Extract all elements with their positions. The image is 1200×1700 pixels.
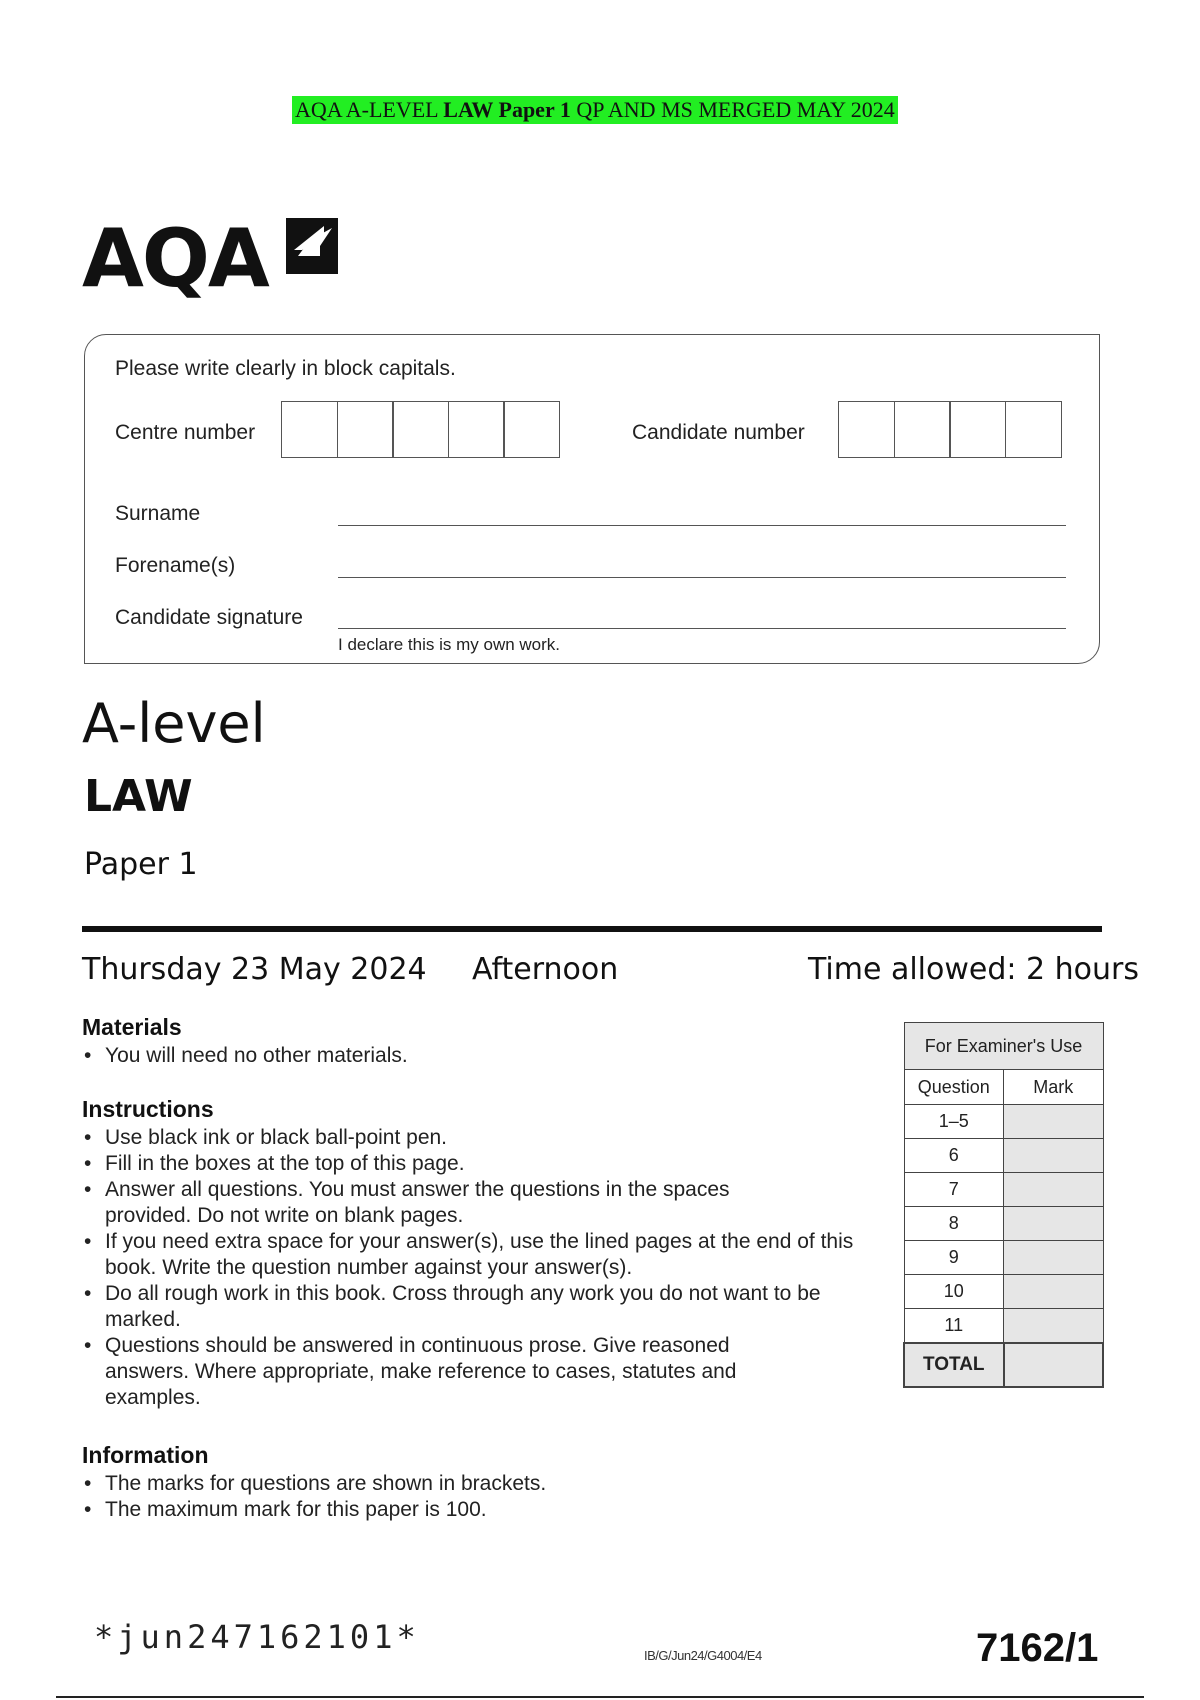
total-label: TOTAL <box>904 1343 1004 1387</box>
banner-part1: AQA A-LEVEL <box>295 97 444 122</box>
paper-code: 7162/1 <box>976 1626 1099 1670</box>
surname-label: Surname <box>115 502 201 525</box>
signature-label: Candidate signature <box>115 606 303 629</box>
question-number: 8 <box>904 1207 1004 1241</box>
table-row <box>904 1241 1103 1275</box>
list-item: • The marks for questions are shown in brackets. <box>82 1471 546 1497</box>
total-mark-cell <box>1004 1343 1104 1387</box>
aqa-logo-text: AQA <box>82 212 268 305</box>
exam-date: Thursday 23 May 2024 <box>82 952 427 987</box>
list-item: • Fill in the boxes at the top of this page. <box>82 1151 872 1177</box>
list-item: • The maximum mark for this paper is 100. <box>82 1497 546 1523</box>
table-row <box>904 1275 1103 1309</box>
question-number: 1–5 <box>904 1105 1004 1139</box>
centre-number-label: Centre number <box>115 421 256 444</box>
list-item: • Use black ink or black ball-point pen. <box>82 1125 872 1151</box>
instructions-heading: Instructions <box>82 1096 214 1122</box>
centre-number-box[interactable] <box>392 401 449 458</box>
mark-cell <box>1004 1139 1104 1173</box>
time-allowed: Time allowed: 2 hours <box>808 952 1140 987</box>
block-capitals-instruction: Please write clearly in block capitals. <box>115 357 456 380</box>
examiners-use-table <box>903 1022 1104 1388</box>
candidate-number-boxes <box>838 401 1060 458</box>
candidate-details-box <box>84 334 1100 664</box>
table-row <box>904 1173 1103 1207</box>
materials-list <box>82 1043 408 1069</box>
mark-cell <box>1004 1241 1104 1275</box>
table-row <box>904 1207 1103 1241</box>
question-number: 11 <box>904 1309 1004 1344</box>
list-item: • Answer all questions. You must answer the questions in the spaces provided. Do not write on blank pages. <box>82 1177 785 1229</box>
question-column-header: Question <box>904 1070 1004 1105</box>
centre-number-box[interactable] <box>337 401 394 458</box>
table-row <box>904 1309 1103 1344</box>
examiners-use-title: For Examiner's Use <box>904 1023 1103 1070</box>
centre-number-box[interactable] <box>281 401 338 458</box>
forename-label: Forename(s) <box>115 554 236 577</box>
candidate-number-label: Candidate number <box>632 421 805 444</box>
mark-cell <box>1004 1207 1104 1241</box>
banner-part2: LAW Paper 1 <box>443 97 571 122</box>
mark-cell <box>1004 1309 1104 1344</box>
candidate-number-box[interactable] <box>949 401 1006 458</box>
forename-field[interactable] <box>338 577 1066 578</box>
mark-cell <box>1004 1173 1104 1207</box>
qualification-level: A-level <box>82 692 266 755</box>
signature-field[interactable] <box>338 628 1066 629</box>
mark-cell <box>1004 1275 1104 1309</box>
document-banner <box>292 96 898 124</box>
total-row <box>904 1343 1103 1387</box>
question-number: 7 <box>904 1173 1004 1207</box>
footer-divider <box>56 1696 1144 1698</box>
exam-session: Afternoon <box>472 952 619 987</box>
barcode-text: *jun247162101* <box>94 1618 420 1656</box>
declaration-text: I declare this is my own work. <box>338 635 561 654</box>
paper-number: Paper 1 <box>84 847 198 882</box>
title-divider <box>82 926 1102 932</box>
candidate-number-box[interactable] <box>838 401 895 458</box>
banner-part3: QP AND MS MERGED MAY 2024 <box>570 97 895 122</box>
question-number: 10 <box>904 1275 1004 1309</box>
candidate-number-box[interactable] <box>894 401 951 458</box>
centre-number-box[interactable] <box>448 401 505 458</box>
aqa-logo-mark-icon <box>280 216 342 278</box>
mark-column-header: Mark <box>1004 1070 1104 1105</box>
document-reference: IB/G/Jun24/G4004/E4 <box>644 1648 762 1663</box>
subject-title: LAW <box>84 771 193 822</box>
mark-cell <box>1004 1105 1104 1139</box>
candidate-number-box[interactable] <box>1005 401 1062 458</box>
question-number: 9 <box>904 1241 1004 1275</box>
list-item: • You will need no other materials. <box>82 1043 408 1069</box>
information-list <box>82 1471 546 1523</box>
table-row <box>904 1139 1103 1173</box>
instructions-list <box>82 1125 872 1411</box>
centre-number-boxes <box>281 401 559 458</box>
list-item: • Do all rough work in this book. Cross through any work you do not want to be marked. <box>82 1281 845 1333</box>
list-item: • Questions should be answered in continuous prose. Give reasoned answers. Where appropriate, make reference to cases, statutes and examples. <box>82 1333 795 1411</box>
centre-number-box[interactable] <box>503 401 560 458</box>
question-number: 6 <box>904 1139 1004 1173</box>
table-row <box>904 1105 1103 1139</box>
information-heading: Information <box>82 1442 209 1468</box>
list-item: • If you need extra space for your answer(s), use the lined pages at the end of this book. Write the question number against your answer(s). <box>82 1229 872 1281</box>
surname-field[interactable] <box>338 525 1066 526</box>
materials-heading: Materials <box>82 1014 182 1040</box>
